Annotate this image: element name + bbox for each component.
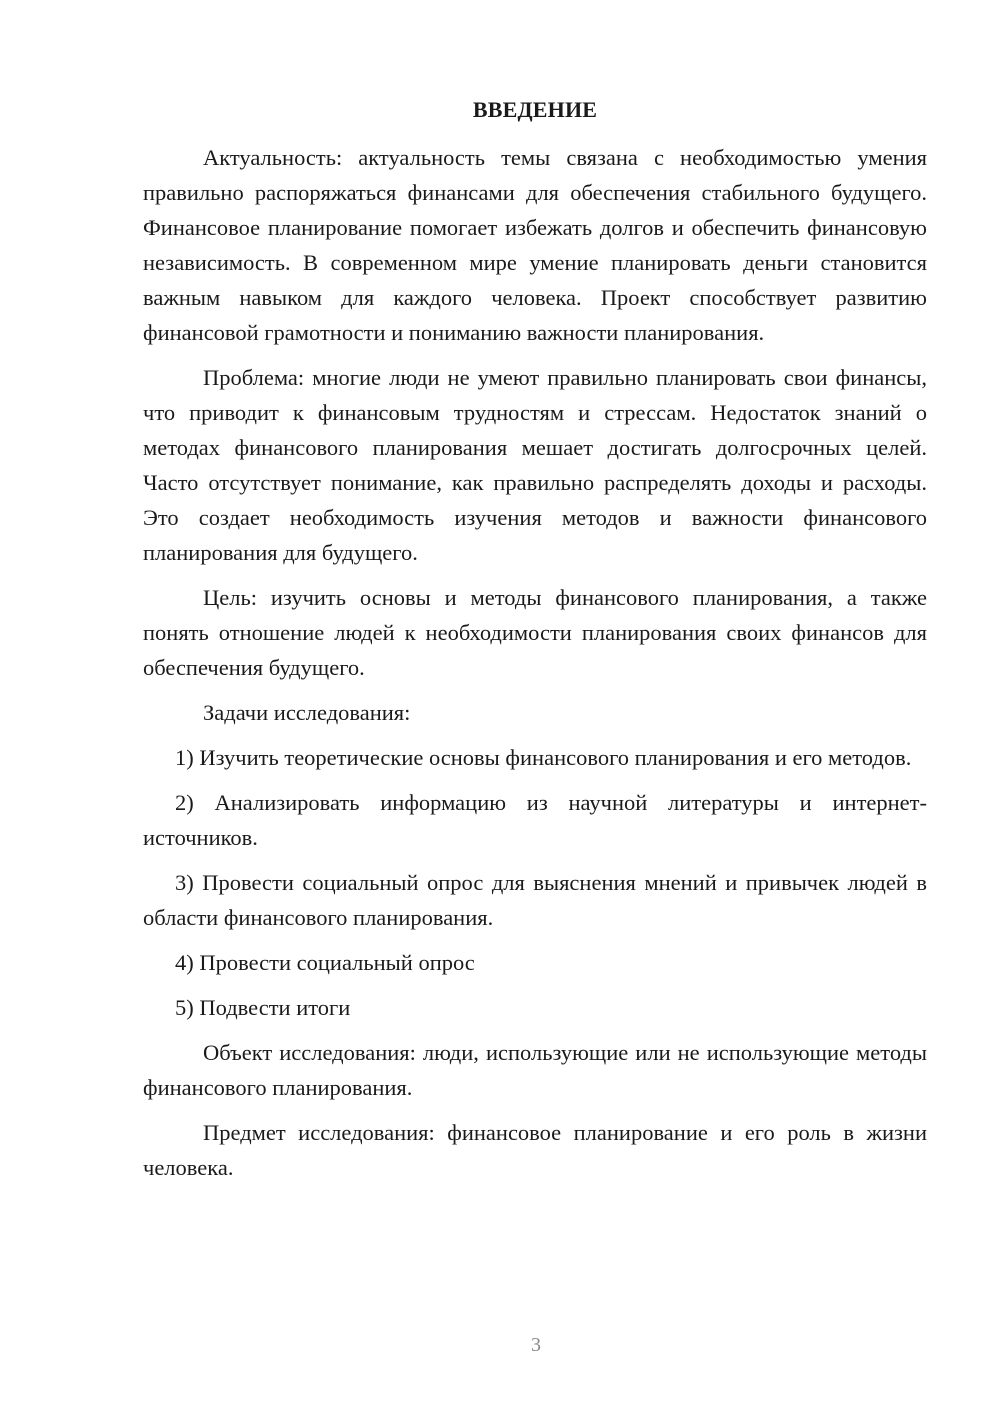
- task-item-5: 5) Подвести итоги: [175, 995, 351, 1020]
- task-item-4: 4) Провести социальный опрос: [175, 950, 475, 975]
- problem-paragraph: Проблема: многие люди не умеют правильно планировать свои финансы, что приводит к финансовым трудностям и стрессам. Недостаток знаний о методах финансового планирования мешает достигать долгосрочных целей. Часто отсутствует понимание, как правильно распределять доходы и расходы. Это создает необходимость изучения методов и важности финансового планирования для будущего.: [143, 365, 927, 565]
- document-body: [143, 92, 927, 1195]
- task-item-2: 2) Анализировать информацию из научной литературы и интернет-источников.: [143, 790, 927, 850]
- task-item-3: 3) Провести социальный опрос для выяснения мнений и привычек людей в области финансового планирования.: [143, 870, 927, 930]
- goal-paragraph: Цель: изучить основы и методы финансового планирования, а также понять отношение людей к необходимости планирования своих финансов для обеспечения будущего.: [143, 585, 927, 680]
- relevance-paragraph: Актуальность: актуальность темы связана с необходимостью умения правильно распоряжаться финансами для обеспечения стабильного будущего. Финансовое планирование помогает избежать долгов и обеспечить финансовую независимость. В современном мире умение планировать деньги становится важным навыком для каждого человека. Проект способствует развитию финансовой грамотности и пониманию важности планирования.: [143, 145, 927, 345]
- subject-paragraph: Предмет исследования: финансовое планирование и его роль в жизни человека.: [143, 1120, 927, 1180]
- page-number: 3: [531, 1334, 541, 1356]
- tasks-heading: Задачи исследования:: [203, 700, 411, 725]
- task-item-1: 1) Изучить теоретические основы финансового планирования и его методов.: [175, 745, 912, 770]
- object-paragraph: Объект исследования: люди, использующие или не использующие методы финансового планирования.: [143, 1040, 927, 1100]
- page-title: ВВЕДЕНИЕ: [472, 97, 598, 122]
